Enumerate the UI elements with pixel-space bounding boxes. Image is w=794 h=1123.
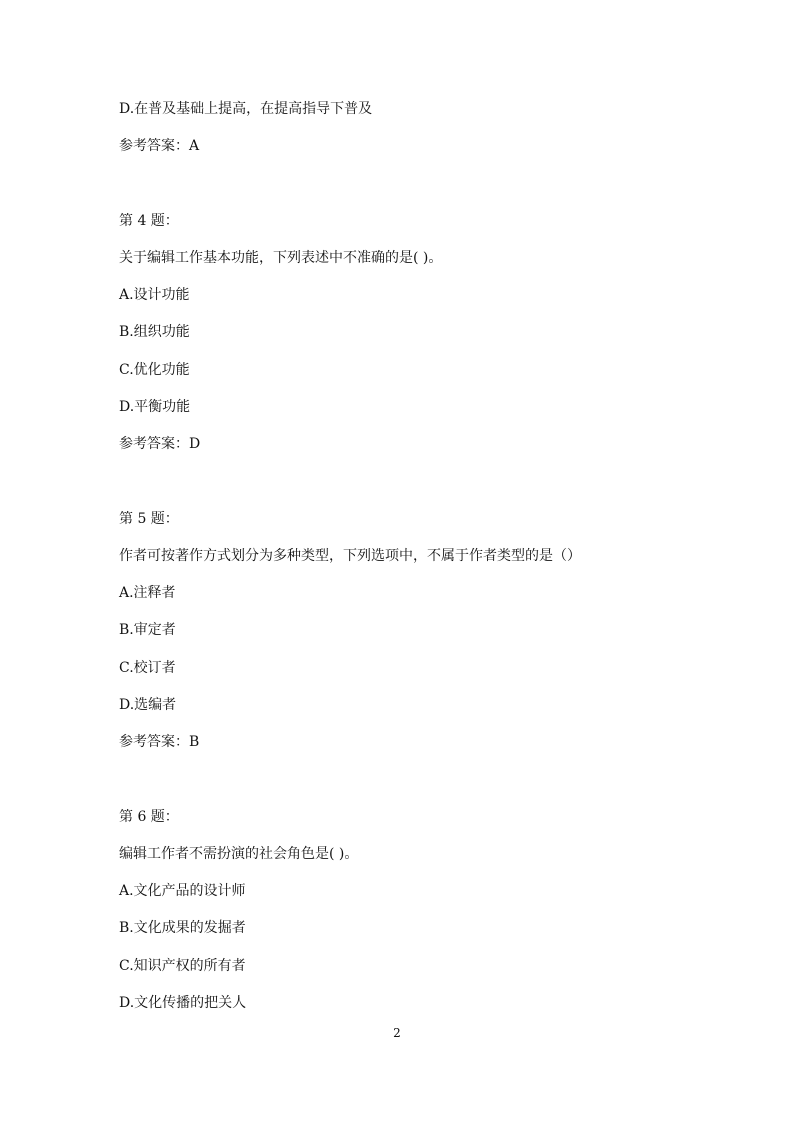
option-c: C.优化功能 xyxy=(119,362,190,378)
option-b: B.文化成果的发掘者 xyxy=(119,920,246,936)
option-d: D.在普及基础上提高，在提高指导下普及 xyxy=(119,101,373,117)
option-d: D.选编者 xyxy=(119,697,177,713)
question-stem: 关于编辑工作基本功能，下列表述中不准确的是( )。 xyxy=(119,250,443,266)
answer: 参考答案：A xyxy=(119,138,200,154)
option-d: D.平衡功能 xyxy=(119,399,191,415)
option-c: C.校订者 xyxy=(119,660,176,676)
question-stem: 编辑工作者不需扮演的社会角色是( )。 xyxy=(119,846,359,862)
question-heading: 第 6 题： xyxy=(119,809,179,825)
option-d: D.文化传播的把关人 xyxy=(119,995,247,1011)
option-a: A.文化产品的设计师 xyxy=(119,883,246,899)
question-heading: 第 5 题： xyxy=(119,511,179,527)
option-a: A.注释者 xyxy=(119,585,176,601)
option-b: B.审定者 xyxy=(119,622,176,638)
question-stem: 作者可按著作方式划分为多种类型，下列选项中，不属于作者类型的是（） xyxy=(119,548,581,564)
answer: 参考答案：D xyxy=(119,436,201,452)
question-heading: 第 4 题： xyxy=(119,213,179,229)
option-b: B.组织功能 xyxy=(119,324,190,340)
answer: 参考答案：B xyxy=(119,734,200,750)
option-a: A.设计功能 xyxy=(119,287,190,303)
option-c: C.知识产权的所有者 xyxy=(119,958,246,974)
page-number: 2 xyxy=(393,1026,401,1040)
